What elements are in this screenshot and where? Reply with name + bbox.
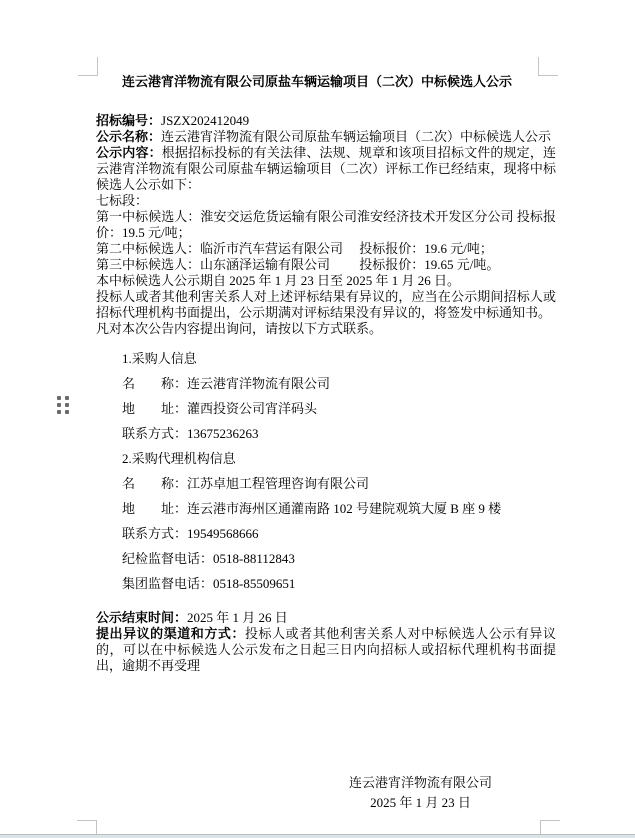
- paragraph-text: 第三中标候选人：山东涵泽运输有限公司 投标报价：19.65 元/吨。: [96, 257, 500, 272]
- crop-mark-top-left-icon: [78, 57, 98, 76]
- paragraph-text: 本中标候选人公示期自 2025 年 1 月 23 日至 2025 年 1 月 26 日。: [96, 273, 461, 288]
- page-bottom-edge: [0, 834, 635, 838]
- contact-info-block: [122, 346, 562, 596]
- purchaser-section-heading: 1.采购人信息: [122, 351, 197, 366]
- grip-dot: [65, 410, 69, 414]
- purchaser-phone: 联系方式：13675236263: [122, 426, 259, 441]
- field-label: 公示内容：: [96, 145, 162, 160]
- field-label: 招标编号：: [96, 113, 162, 128]
- inquiry-notice: [96, 321, 556, 337]
- paragraph-text: 投标人或者其他利害关系人对上述评标结果有异议的，应当在公示期间招标人或招标代理机构书面提出，公示期满对评标结果没有异议的，将签发中标通知书。: [96, 289, 556, 320]
- paragraph-text: 第一中标候选人：淮安交运危货运输有限公司淮安经济技术开发区分公司 投标报价：19.5 元/吨；: [96, 209, 556, 240]
- agency-phone: 联系方式：19549568666: [122, 526, 259, 541]
- crop-mark-top-right-icon: [538, 57, 558, 76]
- agency-section-heading: 2.采购代理机构信息: [122, 451, 236, 466]
- paragraph-text: 凡对本次公告内容提出询问，请按以下方式联系。: [96, 321, 383, 336]
- candidate-third: [96, 257, 556, 273]
- grip-dot: [57, 396, 61, 400]
- grip-dot: [65, 396, 69, 400]
- group-supervision-phone: 集团监督电话：0518-85509651: [122, 576, 296, 591]
- objection-notice: [96, 289, 556, 321]
- section-lot-label: [96, 193, 556, 209]
- field-label: 公示名称：: [96, 129, 162, 144]
- paragraph-text: 第二中标候选人：临沂市汽车营运有限公司 投标报价：19.6 元/吨；: [96, 241, 493, 256]
- publicity-period: [96, 273, 556, 289]
- field-announcement-name: [96, 129, 556, 145]
- agency-name: 名 称：江苏卓旭工程管理咨询有限公司: [122, 476, 370, 491]
- candidate-first: [96, 209, 556, 241]
- discipline-supervision-phone: 纪检监督电话：0518-88112843: [122, 551, 295, 566]
- field-value: JSZX202412049: [161, 113, 250, 128]
- candidate-second: [96, 241, 556, 257]
- field-label: 公示结束时间：: [96, 610, 188, 625]
- purchaser-name: 名 称：连云港宵洋物流有限公司: [122, 376, 331, 391]
- grip-dot: [65, 403, 69, 407]
- drag-handle-dots[interactable]: [57, 396, 69, 414]
- signature-date: 2025 年 1 月 23 日: [370, 795, 471, 810]
- field-value: 2025 年 1 月 26 日: [187, 610, 288, 625]
- objection-channel: [96, 626, 556, 674]
- document-title: 连云港宵洋物流有限公司原盐车辆运输项目（二次）中标候选人公示: [121, 74, 512, 89]
- paragraph-text: 七标段：: [96, 193, 149, 208]
- field-value: 投标人或者其他利害关系人对中标候选人公示有异议的，可以在中标候选人公示发布之日起三日内向招标人或招标代理机构书面提出，逾期不再受理: [96, 626, 556, 673]
- purchaser-address: 地 址：灌西投资公司宵洋码头: [122, 401, 318, 416]
- field-value: 根据招标投标的有关法律、法规、规章和该项目招标文件的规定，连云港宵洋物流有限公司原盐车辆运输项目（二次）评标工作已经结束，现将中标候选人公示如下：: [96, 145, 556, 192]
- grip-dot: [57, 403, 61, 407]
- signature-company: 连云港宵洋物流有限公司: [348, 775, 492, 790]
- agency-address: 地 址：连云港市海州区通灌南路 102 号建院观筑大厦 B 座 9 楼: [122, 501, 502, 516]
- publicity-end-time: [96, 610, 556, 626]
- field-announcement-content: [96, 145, 556, 193]
- grip-dot: [57, 410, 61, 414]
- signature-block: [313, 773, 528, 813]
- field-label: 提出异议的渠道和方式：: [96, 626, 245, 641]
- field-bid-number: [96, 113, 556, 129]
- field-value: 连云港宵洋物流有限公司原盐车辆运输项目（二次）中标候选人公示: [161, 129, 552, 144]
